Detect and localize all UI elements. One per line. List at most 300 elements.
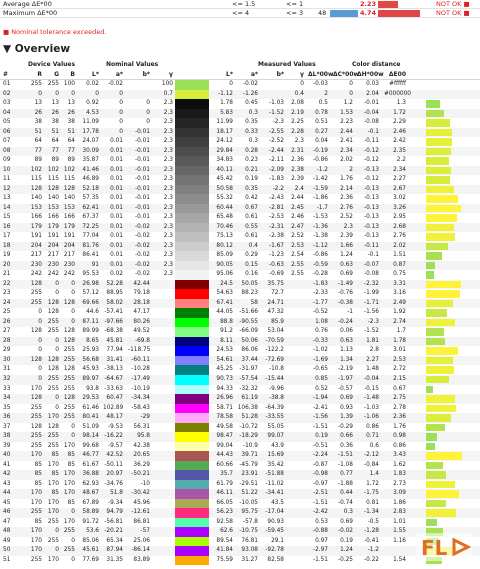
table-cell: 98.14	[82, 433, 99, 440]
table-row	[0, 537, 480, 547]
table-row	[0, 480, 480, 490]
table-row	[0, 175, 480, 185]
table-cell: 46.77	[82, 452, 99, 459]
table-cell: -1.51	[313, 499, 328, 506]
table-cell: 88.23	[241, 290, 258, 297]
delta-e-bar	[426, 490, 459, 498]
table-cell: -0.33	[313, 337, 328, 344]
group-color-distance: Color distance	[352, 61, 401, 68]
table-cell: 170	[63, 490, 75, 497]
table-cell: -45.79	[239, 461, 258, 468]
color-swatch	[175, 442, 209, 452]
table-cell: -1.28	[364, 528, 379, 535]
table-cell: 255	[30, 442, 42, 449]
color-swatch	[175, 185, 209, 195]
table-cell: -0.01	[135, 166, 150, 173]
table-cell: 79.18	[133, 290, 150, 297]
table-cell: 1.24	[340, 252, 353, 259]
table-cell: 86.06	[241, 347, 258, 354]
table-cell: 0	[38, 337, 42, 344]
table-cell: 0	[146, 119, 150, 126]
table-cell: 0	[71, 509, 75, 516]
table-cell: 0.45	[245, 100, 258, 107]
delta-e-bar	[426, 509, 456, 517]
table-cell: -0.02	[135, 252, 150, 259]
table-cell: -51.88	[265, 471, 284, 478]
table-cell: -0.02	[108, 81, 123, 87]
table-cell: 0.01	[110, 157, 123, 164]
table-cell: 24.53	[216, 347, 233, 354]
table-cell: 0	[71, 318, 75, 325]
table-cell: 85.9	[271, 318, 284, 325]
table-cell: 47.17	[133, 309, 150, 316]
table-cell: 0.01	[110, 214, 123, 221]
table-cell: 95.06	[216, 271, 233, 278]
table-cell: 2.67	[393, 185, 406, 192]
table-cell: -0.01	[135, 147, 150, 154]
table-cell: 45.61	[82, 547, 99, 554]
table-cell: 8.11	[220, 337, 233, 344]
table-cell: -10.19	[131, 385, 150, 392]
table-cell: 217	[30, 252, 42, 259]
table-cell: 38	[51, 119, 59, 126]
table-cell: 255	[63, 385, 75, 392]
table-cell: -0.02	[135, 271, 150, 278]
table-cell: 70.46	[216, 223, 233, 230]
table-cell: #ffffff	[389, 81, 406, 87]
table-cell: -1.36	[313, 223, 328, 230]
table-cell: -0.02	[135, 223, 150, 230]
table-cell: 89	[67, 157, 75, 164]
table-cell: -10.75	[239, 528, 258, 535]
table-cell: 10	[3, 166, 11, 173]
delta-e-bar	[426, 167, 451, 175]
table-cell: 58.02	[106, 299, 123, 306]
table-cell: 0.03	[366, 81, 379, 87]
table-cell: 2.3	[163, 100, 173, 107]
table-cell: 54.61	[216, 356, 233, 363]
table-cell: 77	[51, 147, 59, 154]
delta-e-bar	[426, 347, 458, 355]
table-cell: -1	[347, 309, 353, 316]
color-swatch	[175, 375, 209, 385]
table-cell: 1.3	[396, 100, 406, 107]
color-swatch	[175, 90, 209, 100]
table-cell: -72.69	[265, 356, 284, 363]
color-swatch	[175, 385, 209, 395]
table-cell: -1.67	[269, 242, 284, 249]
table-cell: 91.2	[220, 328, 233, 335]
table-cell: 217	[47, 252, 59, 259]
table-cell: 0	[55, 547, 59, 554]
table-cell: 230	[30, 261, 42, 268]
table-cell: 128	[30, 328, 42, 335]
table-cell: 56.31	[133, 423, 150, 430]
table-cell: 0	[38, 347, 42, 354]
table-cell: 0.01	[110, 185, 123, 192]
delta-e-bar	[426, 205, 461, 213]
table-cell: 18	[3, 242, 11, 249]
delta-e-bar	[426, 110, 444, 118]
color-swatch	[175, 518, 209, 528]
table-cell: 2.36	[340, 195, 353, 202]
table-cell: 45	[3, 499, 11, 506]
delta-e-bar	[426, 262, 435, 270]
overview-table	[0, 60, 480, 565]
table-cell: 20.97	[106, 471, 123, 478]
table-cell: -2.19	[338, 366, 353, 373]
table-cell: -0.01	[135, 157, 150, 164]
color-swatch	[175, 232, 209, 242]
table-cell: 1.24	[340, 547, 353, 554]
table-cell: 85	[51, 490, 59, 497]
table-cell: -29	[140, 414, 150, 421]
table-row	[0, 518, 480, 528]
table-cell: 0	[119, 90, 123, 97]
table-cell: -0.76	[338, 290, 353, 297]
table-cell: -17.49	[131, 375, 150, 382]
summary-threshold: <= 3	[286, 9, 304, 17]
delta-e-bar	[426, 328, 444, 336]
table-cell: 90.93	[267, 518, 284, 525]
table-cell: -0.5	[367, 518, 379, 525]
table-cell: 0.06	[340, 328, 353, 335]
table-cell: -69.8	[135, 337, 150, 344]
table-cell: 170	[47, 480, 59, 487]
table-cell: -0.13	[364, 185, 379, 192]
color-swatch	[175, 156, 209, 166]
table-cell: -50.11	[104, 461, 123, 468]
table-cell: 255	[63, 347, 75, 354]
delta-e-bar	[426, 386, 433, 394]
summary-average-row	[0, 0, 480, 9]
table-cell: -0.03	[313, 81, 328, 87]
summary-count-bar	[330, 10, 358, 17]
table-cell: 44.43	[216, 452, 233, 459]
table-cell: 255	[30, 556, 42, 563]
table-cell: 2.3	[163, 176, 173, 183]
table-cell: 2.28	[291, 128, 304, 135]
table-cell: 0.78	[315, 109, 328, 116]
table-cell: 170	[30, 528, 42, 535]
table-cell: 26.98	[82, 280, 99, 287]
delta-e-bar	[426, 462, 443, 470]
table-cell: 102	[47, 166, 59, 173]
table-cell: 255	[63, 528, 75, 535]
table-cell: 2.4	[294, 185, 304, 192]
table-cell: 2.2	[396, 157, 406, 164]
table-cell: 1.16	[393, 537, 406, 544]
table-cell: 2.15	[393, 375, 406, 382]
table-cell: 2.38	[291, 166, 304, 173]
table-cell: 0	[119, 109, 123, 116]
color-swatch	[175, 223, 209, 233]
table-cell: -2.53	[269, 214, 284, 221]
delta-e-bar	[426, 424, 445, 432]
table-cell: 128	[30, 395, 42, 402]
table-cell: 50	[3, 547, 11, 554]
color-swatch	[175, 213, 209, 223]
table-cell: 1.39	[340, 414, 353, 421]
delta-e-bar	[426, 405, 456, 413]
table-cell: 255	[47, 385, 59, 392]
table-cell: 0	[55, 528, 59, 535]
fl-watermark-logo	[416, 533, 472, 561]
color-swatch	[175, 537, 209, 547]
table-cell: 26	[67, 109, 75, 116]
table-cell: 2.49	[393, 299, 406, 306]
table-cell: 2.36	[393, 414, 406, 421]
summary-status: NOT OK ■	[436, 0, 470, 8]
table-cell: 47	[3, 518, 11, 525]
table-cell: 2.3	[163, 157, 173, 164]
table-cell: 85	[34, 461, 42, 468]
watermark-text: FL	[421, 536, 448, 560]
table-cell: -0.01	[135, 214, 150, 221]
table-cell: 0.28	[245, 147, 258, 154]
table-cell: 0	[55, 337, 59, 344]
table-cell: 0.29	[245, 252, 258, 259]
table-cell: -2.97	[313, 547, 328, 554]
table-cell: -1.34	[364, 509, 379, 516]
table-cell: 115	[47, 176, 59, 183]
table-cell: 29.1	[271, 537, 284, 544]
table-cell: -10.28	[131, 366, 150, 373]
table-row	[0, 432, 480, 442]
table-cell: 0.16	[245, 271, 258, 278]
header-cell: B	[70, 71, 75, 78]
table-cell: 0	[55, 395, 59, 402]
table-cell: 75.13	[216, 233, 233, 240]
table-cell: 89.54	[216, 537, 233, 544]
table-cell: 1.76	[393, 423, 406, 430]
table-cell: 2.27	[366, 356, 379, 363]
table-cell: -0.01	[135, 138, 150, 145]
table-cell: 89.97	[82, 375, 99, 382]
table-cell: 2.3	[163, 166, 173, 173]
table-cell: 153	[30, 204, 42, 211]
delta-e-bar	[426, 233, 455, 241]
table-cell: -38.13	[104, 366, 123, 373]
table-cell: 2.3	[163, 252, 173, 259]
table-row	[0, 556, 480, 566]
table-cell: 0	[119, 119, 123, 126]
table-cell: 0	[38, 375, 42, 382]
delta-e-bar	[426, 290, 460, 298]
header-cell: L*	[92, 71, 99, 78]
section-title-overview[interactable]: ▼ Overview	[3, 43, 71, 55]
table-cell: 115	[30, 176, 42, 183]
table-cell: 128	[63, 328, 75, 335]
table-cell: -33.55	[265, 414, 284, 421]
table-cell: 2.68	[393, 223, 406, 230]
color-swatch	[175, 299, 209, 309]
color-swatch	[175, 365, 209, 375]
table-cell: 51.22	[241, 490, 258, 497]
header-cell: γ	[299, 71, 304, 78]
table-cell: 3.09	[393, 490, 406, 497]
table-cell: 255	[30, 81, 42, 87]
table-cell: 0.01	[110, 176, 123, 183]
table-row	[0, 261, 480, 271]
table-cell: 40.11	[216, 166, 233, 173]
table-row	[0, 223, 480, 233]
table-cell: -34.34	[131, 395, 150, 402]
table-row	[0, 80, 480, 90]
table-cell: 1.72	[366, 480, 379, 487]
table-cell: 64	[51, 138, 59, 145]
header-cell: #	[3, 71, 9, 78]
table-cell: 0	[229, 81, 233, 87]
header-cell: a*	[250, 71, 258, 78]
table-cell: 91.72	[82, 518, 99, 525]
table-cell: 69.66	[82, 299, 99, 306]
table-cell: -0.01	[135, 195, 150, 202]
table-cell: -60.11	[131, 356, 150, 363]
table-cell: -2.38	[269, 233, 284, 240]
table-cell: 1.4	[369, 471, 379, 478]
table-cell: 2.04	[366, 90, 379, 97]
table-cell: -0.86	[313, 157, 328, 164]
table-cell: 21	[3, 271, 11, 278]
table-cell: -12.61	[131, 509, 150, 516]
table-cell: 48.17	[106, 414, 123, 421]
table-cell: 1.81	[366, 337, 379, 344]
table-row	[0, 461, 480, 471]
table-cell: 46.11	[216, 490, 233, 497]
table-cell: 62.93	[82, 480, 99, 487]
table-cell: 0.01	[110, 204, 123, 211]
table-cell: 0.02	[110, 271, 123, 278]
table-cell: -0.1	[367, 128, 379, 135]
table-cell: 0	[71, 290, 75, 297]
table-cell: -0.02	[135, 233, 150, 240]
table-cell: 77	[34, 147, 42, 154]
table-cell: -16.22	[104, 433, 123, 440]
table-cell: 2.34	[340, 147, 353, 154]
table-cell: 170	[30, 452, 42, 459]
table-cell: -0.13	[364, 204, 379, 211]
table-cell: 11.09	[82, 119, 99, 126]
table-cell: -1.38	[313, 233, 328, 240]
table-cell: 242	[47, 271, 59, 278]
table-cell: 128	[30, 280, 42, 287]
table-cell: 0.67	[393, 385, 406, 392]
table-cell: 19	[3, 252, 11, 259]
table-cell: 0	[55, 347, 59, 354]
table-cell: -2.42	[313, 509, 328, 516]
table-cell: -0.01	[364, 100, 379, 107]
table-cell: -86.14	[131, 547, 150, 554]
table-cell: 1.34	[340, 356, 353, 363]
color-swatch	[175, 432, 209, 442]
table-cell: 0.86	[366, 423, 379, 430]
table-cell: 5.83	[220, 109, 233, 116]
header-cell: a*	[115, 71, 123, 78]
color-swatch	[175, 175, 209, 185]
table-cell: 0.01	[110, 195, 123, 202]
table-cell: 99.68	[82, 442, 99, 449]
table-cell: 72.7	[271, 290, 284, 297]
color-swatch	[175, 109, 209, 119]
table-cell: 87.94	[106, 547, 123, 554]
table-cell: 0.76	[315, 328, 328, 335]
table-cell: 2.8	[369, 347, 379, 354]
table-cell: 0.55	[245, 223, 258, 230]
table-cell: 255	[63, 404, 75, 411]
table-cell: -1.52	[364, 328, 379, 335]
table-cell: 2.3	[163, 195, 173, 202]
table-cell: 2.34	[393, 166, 406, 173]
color-swatch	[175, 204, 209, 214]
table-cell: -0.12	[364, 176, 379, 183]
delta-e-bar	[426, 481, 455, 489]
table-cell: -57.8	[243, 518, 258, 525]
table-cell: -66.09	[239, 328, 258, 335]
table-cell: -2.24	[313, 452, 328, 459]
table-cell: 1.48	[366, 366, 379, 373]
table-cell: 02	[3, 90, 11, 97]
table-cell: -2.11	[269, 157, 284, 164]
table-cell: 92.58	[216, 518, 233, 525]
color-swatch	[175, 270, 209, 280]
table-cell: 61.19	[241, 395, 258, 402]
table-cell: 166	[30, 214, 42, 221]
table-cell: 37	[3, 423, 11, 430]
table-cell: 58	[250, 299, 258, 306]
header-cell: b*	[276, 71, 284, 78]
table-cell: 07	[3, 138, 11, 145]
table-cell: 48	[3, 528, 11, 535]
table-cell: 31.27	[241, 556, 258, 563]
color-swatch	[175, 251, 209, 261]
summary-label: Average ΔE*00	[3, 0, 52, 8]
color-swatch	[175, 128, 209, 138]
table-cell: -0.01	[135, 185, 150, 192]
table-cell: -0.01	[135, 128, 150, 135]
table-cell: -1.2	[316, 166, 328, 173]
table-cell: 191	[63, 233, 75, 240]
table-cell: 255	[63, 414, 75, 421]
delta-e-bar	[426, 176, 450, 184]
table-row	[0, 499, 480, 509]
table-cell: 2.3	[163, 223, 173, 230]
table-cell: -1.2	[367, 547, 379, 554]
table-cell: 11	[3, 176, 11, 183]
table-cell: -0.13	[364, 195, 379, 202]
delta-e-bar	[426, 443, 435, 451]
table-cell: -0.1	[367, 252, 379, 259]
table-cell: 2.3	[163, 128, 173, 135]
table-cell: 170	[30, 547, 42, 554]
table-cell: -57.54	[239, 375, 258, 382]
table-cell: 2.29	[393, 119, 406, 126]
table-cell: 2.76	[340, 204, 353, 211]
table-cell: -11.02	[265, 480, 284, 487]
table-cell: -1.69	[313, 356, 328, 363]
table-cell: 56.23	[216, 509, 233, 516]
table-row	[0, 375, 480, 385]
table-cell: 0.81	[366, 499, 379, 506]
table-cell: 170	[30, 490, 42, 497]
table-cell: -0.02	[135, 242, 150, 249]
table-cell: -20.21	[104, 528, 123, 535]
table-cell: -2.12	[364, 452, 379, 459]
table-cell: 26.96	[216, 395, 233, 402]
table-cell: 0.63	[340, 261, 353, 268]
table-cell: -1.56	[364, 309, 379, 316]
table-cell: 255	[47, 375, 59, 382]
